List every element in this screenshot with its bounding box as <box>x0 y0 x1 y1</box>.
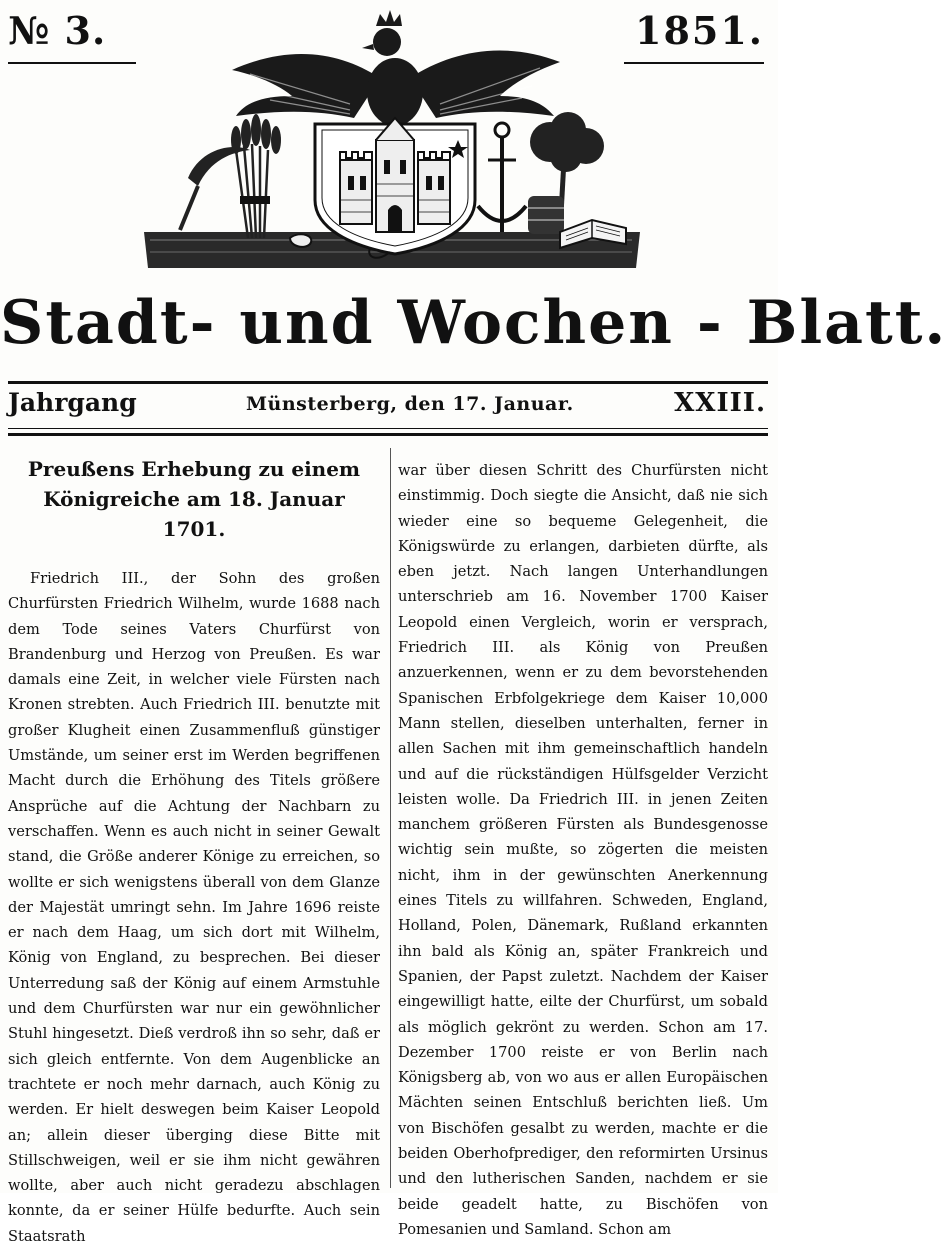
volume-number: XXIII. <box>674 388 766 418</box>
issue-year: 1851. <box>635 8 764 53</box>
column-divider <box>390 448 391 1188</box>
masthead-rule-top <box>8 381 768 384</box>
article-text-right: war über diesen Schritt des Churfürsten nicht einstimmig. Doch siegte die Ansicht, daß nie sich wieder eine so bequeme Gelegenheit, die Königswürde zu erlangen, darbieten dürfte, als eben jetzt. Nach langen Unterhandlungen unterschrieb am 16. November 1700 Kaiser Leopold einen Vergleich, worin er versprach, Friedrich III. als König von Preußen anzuerkennen, wenn er zu dem bevorstehenden Spanischen Erbfolgekriege dem Kaiser 10,000 Mann stellen, dieselben unterhalten, ferner in allen Sachen mit ihm gemeinschaftlich handeln und auf die rückständigen Hülfsgelder Verzicht leisten wolle. Da Friedrich III. in jenen Zeiten manchem größeren Fürsten als Bundesgenosse wichtig sein mußte, so zögerten die meisten nicht, ihm in der gewünschten Anerkennung eines Titels zu willfahren. Schweden, England, Holland, Polen, Dänemark, Rußland erkannten ihn bald als König an, später Frankreich und Spanien, der Papst zuletzt. Nachdem der Kaiser eingewilligt hatte, eilte der Churfürst, um sobald als möglich gekrönt zu werden. Schon am 17. Dezember 1700 reiste er von Berlin nach Königsberg ab, von wo aus er allen Europäischen Mächten seinen Entschluß berichten ließ. Um von Bischöfen gesalbt zu werden, machte er die beiden Oberhofprediger, den reformirten Ursinus und den lutherischen Sanden, nachdem er sie beide geadelt hatte, zu Bischöfen von Pomesanien und Samland. Schon am <box>398 462 768 1238</box>
article-headline: Preußens Erhebung zu einem Königreiche am 18. Januar 1701. <box>27 457 361 541</box>
masthead-rule-thin <box>8 428 768 429</box>
masthead-rule-thick <box>8 433 768 436</box>
article-text-left: Friedrich III., der Sohn des großen Churfürsten Friedrich Wilhelm, wurde 1688 nach dem Tode seines Vaters Churfürst von Brandenburg und Herzog von Preußen. Es war damals eine Zeit, in welcher viele Fürsten nach Kronen strebten. Auch Friedrich III. benutzte mit großer Klugheit einen Zusammenfluß günstiger Umstände, um seiner erst im Werden begriffenen Macht durch die Erhöhung des Titels größere Ansprüche auf die Achtung der Nachbarn zu verschaffen. Wenn es auch nicht in seiner Gewalt stand, die Größe anderer Könige zu erreichen, so wollte er sich wenigstens überall von dem Glanze der Majestät umringt sehn. Im Jahre 1696 reiste er nach dem Haag, um sich dort mit Wilhelm, König von England, zu besprechen. Bei dieser Unterredung saß der König auf einem Armstuhle und dem Churfürsten war nur ein gewöhnlicher Stuhl hingesetzt. Dieß verdroß ihn so sehr, daß er sich gleich entfernte. Von dem Augenblicke an trachtete er noch mehr darnach, auch König zu werden. Er hielt deswegen beim Kaiser Leopold an; allein dieser überging diese Bitte mit Stillschweigen, weil er sie ihm nicht gewähren wollte, aber auch nicht geradezu abschlagen konnte, da er seiner Hülfe bedurfte. Auch sein Staatsrath <box>8 570 380 1245</box>
masthead-subbar <box>8 388 768 424</box>
eagle-coat-of-arms-icon <box>140 0 650 285</box>
newspaper-title: Stadt- und Wochen - Blatt. <box>0 288 947 358</box>
jahrgang-label: Jahrgang <box>8 388 137 417</box>
article-column-left <box>8 454 380 1249</box>
masthead-rule-left <box>8 62 136 64</box>
article-column-right <box>398 458 768 1242</box>
place-date: Münsterberg, den 17. Januar. <box>246 393 574 415</box>
issue-number: № 3. <box>8 8 107 53</box>
